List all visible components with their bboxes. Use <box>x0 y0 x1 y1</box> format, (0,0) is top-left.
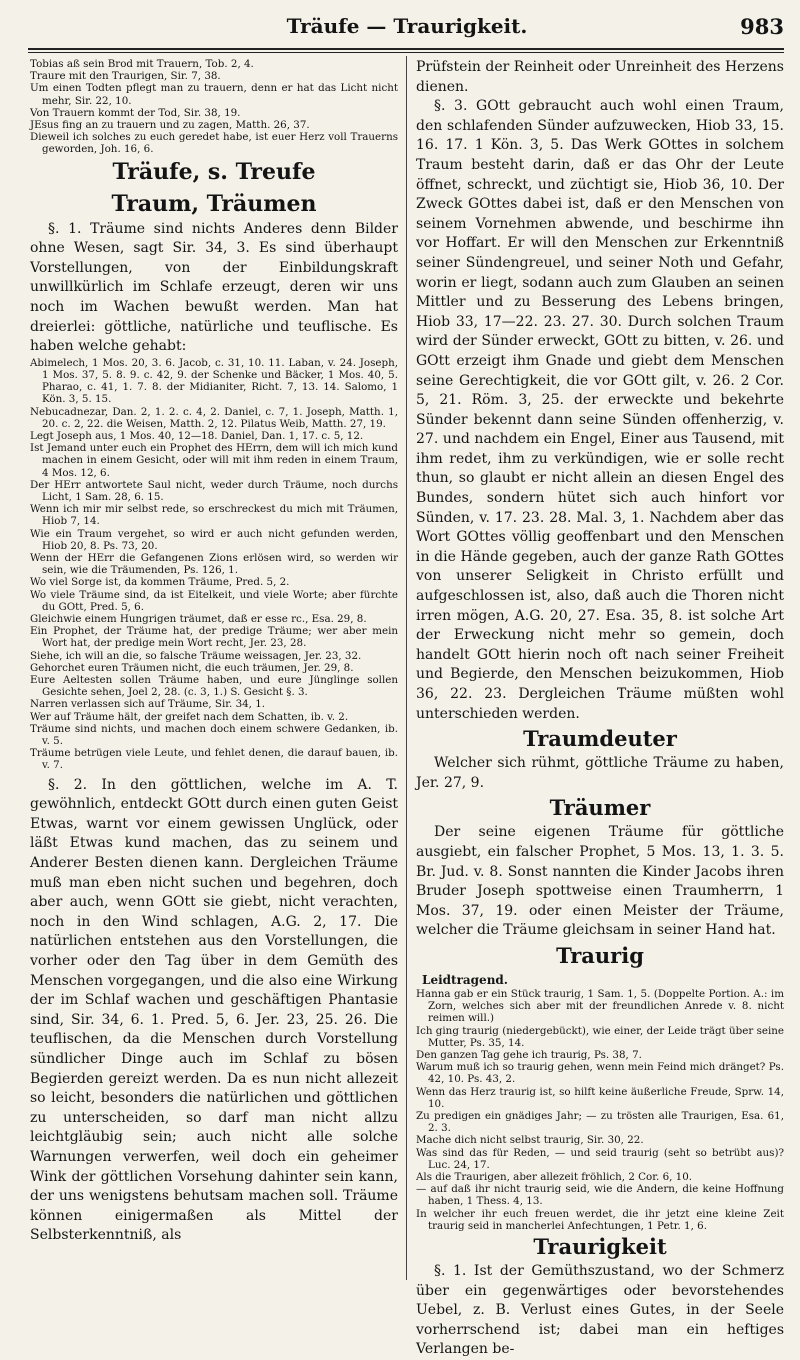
quote-line: Wo viele Träume sind, da ist Eitelkeit, und viele Worte; aber fürchte du GOtt, Pred. 5, 6. <box>30 588 398 613</box>
paragraph-3: §. 3. GOtt gebraucht auch wohl einen Traum, den schlafenden Sünder aufzuwecken, Hiob 33, 15. 16. 17. 1 Kön. 3, 5. Das Werk GOttes in solchem Traum besteht darin, daß er das Ohr der Leute öffnet, schreckt, und züchtigt sie, Hiob 36, 10. Der Zweck GOttes dabei ist, daß er den Menschen von seinem Vornehmen abwende, und beschirme ihn vor Hoffart. Er will den Menschen zur Erkenntniß seiner Sündengreuel, und seiner Noth und Gefahr, worin er liegt, sodann auch zum Glauben an seinen Mittler und zu Besserung des Lebens bringen, Hiob 33, 17—22. 23. 27. 30. Durch solchen Traum wird der Sünder erweckt, GOtt zu bitten, v. 26. und GOtt erzeigt ihm Gnade und giebt dem Menschen seine Gerechtigkeit, die vor GOtt gilt, v. 26. 2 Cor. 5, 21. Röm. 3, 25. der erweckte und bekehrte Sünder bekennt dann seine Sünden offenherzig, v. 27. und nachdem ein Engel, Einer aus Tausend, mit ihm redet, ihm zu verkündigen, wie er solle recht thun, so glaubt er nicht allein an diesen Engel des Bundes, sondern hütet sich auch hinfort vor Sünden, v. 17. 23. 28. Mal. 3, 1. Nachdem aber das Wort GOttes völlig geoffenbart und den Menschen in die Hände gegeben, auch der ganze Rath GOttes von unserer Seligkeit in Christo erfüllt und aufgeschlossen ist, also, daß auch die Thoren nicht irren mögen, A.G. 20, 27. Esa. 35, 8. ist solche Art der Erweckung nicht mehr so gemein, doch handelt GOtt hierin noch oft nach seiner Freiheit und Begierde, den Menschen beizukommen, Hiob 36, 22. 23. Dergleichen Träume müßten wohl unterschieden werden. <box>416 98 784 722</box>
header-rule-thin <box>28 52 784 53</box>
heading-traum: Traum, Träumen <box>111 190 317 217</box>
quote-line: Legt Joseph aus, 1 Mos. 40, 12—18. Daniel, Dan. 1, 17. c. 5, 12. <box>30 430 364 442</box>
quote-line: Siehe, ich will an die, so falsche Träume weissagen, Jer. 23, 32. <box>30 649 362 662</box>
quote-line: Eure Aeltesten sollen Träume haben, und eure Jünglinge sollen Gesichte sehen, Joel 2, 28. (c. 3, 1.) S. Gesicht §. 3. <box>30 674 398 699</box>
quote-block-mid <box>30 357 398 772</box>
traurigkeit-text: §. 1. Ist der Gemüthszustand, wo der Schmerz über ein gegenwärtiges oder bevorstehendes Uebel, z. B. Verlust eines Gutes, in der Seele vorherrschend ist; dabei man ein heftiges Verlangen be- <box>416 1263 784 1358</box>
quote-line: Als die Traurigen, aber allezeit fröhlich, 2 Cor. 6, 10. <box>416 1170 693 1183</box>
paragraph-1: §. 1. Träume sind nichts Anderes denn Bilder ohne Wesen, sagt Sir. 34, 3. Es sind überhaupt Vorstellungen, von der Einbildungskraft unwillkürlich im Schlafe erzeugt, deren wir uns noch im Wachen bewußt werden. Man hat dreierlei: göttliche, natürliche und teuflische. Es haben welche gehabt: <box>30 220 398 355</box>
header-rule <box>28 48 784 50</box>
heading-traurigkeit: Traurigkeit <box>533 1234 667 1259</box>
quote-line: — auf daß ihr nicht traurig seid, wie die Andern, die keine Hoffnung haben, 1 Thess. 4, 13. <box>416 1183 784 1208</box>
quote-line: Wo viel Sorge ist, da kommen Träume, Pred. 5, 2. <box>30 576 290 589</box>
quote-line: Der HErr antwortete Saul nicht, weder durch Träume, noch durchs Licht, 1 Sam. 28, 6. 15. <box>30 478 398 504</box>
paragraph-continued: Prüfstein der Reinheit oder Unreinheit des Herzens dienen. <box>416 59 784 95</box>
quote-line: Tobias aß sein Brod mit Trauern, Tob. 2, 4. <box>30 58 254 70</box>
quote-line: Was sind das für Reden, — und seid traurig (seht so betrübt aus)? Luc. 24, 17. <box>416 1146 784 1171</box>
quote-block-traurig <box>416 988 784 1232</box>
quote-line: Wenn der HErr die Gefangenen Zions erlösen wird, so werden wir sein, wie die Träumenden, Ps. 126, 1. <box>30 552 398 577</box>
quote-line: In welcher ihr euch freuen werdet, die ihr jetzt eine kleine Zeit traurig seid in mancherlei Anfechtungen, 1 Petr. 1, 6. <box>416 1207 784 1232</box>
quote-line: JEsus fing an zu trauern und zu zagen, Matth. 26, 37. <box>30 119 310 132</box>
quote-line: Traure mit den Traurigen, Sir. 7, 38. <box>30 70 221 83</box>
heading-traeufe: Träufe, s. Treufe <box>112 158 316 185</box>
running-title: Träufe — Traurigkeit. <box>286 14 528 38</box>
heading-traurig: Traurig <box>556 942 644 968</box>
quote-line: Narren verlassen sich auf Träume, Sir. 34, 1. <box>30 698 266 711</box>
quote-line: Wer auf Träume hält, der greifet nach dem Schatten, ib. v. 2. <box>30 710 349 723</box>
quote-line: Nebucadnezar, Dan. 2, 1. 2. c. 4, 2. Daniel, c. 7, 1. Joseph, Matth. 1, 20. c. 2, 22. die Weisen, Matth. 2, 12. Pilatus Weib, Matth. 27, 19. <box>30 405 398 430</box>
quote-line: Gehorchet euren Träumen nicht, die euch träumen, Jer. 29, 8. <box>30 661 354 674</box>
quote-line: Ich ging traurig (niedergebückt), wie einer, der Leide trägt über seine Mutter, Ps. 35, 14. <box>416 1024 784 1049</box>
right-column <box>416 58 784 1360</box>
traeumer-text: Der seine eigenen Träume für göttliche ausgiebt, ein falscher Prophet, 5 Mos. 13, 1. 3. 5. Br. Jud. v. 8. Sonst nannten die Kinder Jacobs ihren Bruder Joseph spottweise einen Traumherrn, 1 Mos. 37, 19. oder einen Meister der Träume, welcher die Träume gleichsam in seiner Hand hat. <box>416 824 784 939</box>
page-header <box>30 8 784 44</box>
heading-traeumer: Träumer <box>549 795 651 821</box>
paragraph-2: §. 2. In den göttlichen, welche im A. T. gewöhnlich, entdeckt GOtt durch einen guten Geist Etwas, warnt vor einem gewissen Unglück, oder läßt Etwas kund machen, das zu seinem und Anderer Besten dienen kann. Dergleichen Träume muß man eben nicht suchen und begehren, doch aber auch, wenn GOtt sie giebt, nicht verachten, noch in den Wind schlagen, A.G. 2, 17. Die natürlichen entstehen aus den Vorstellungen, die vorher oder den Tag über in dem Gemüth des Menschen vorgegangen, und die also eine Wirkung der im Schlaf wachen und geschäftigen Phantasie sind, Sir. 34, 6. 1. Pred. 5, 6. Jer. 23, 25. 26. Die teuflischen, da die Menschen durch Vorstellung sündlicher Dinge auch im Schlaf zu bösen Begierden gereizt werden. Da es nun nicht allezeit so leicht, besonders die natürlichen und göttlichen zu unterscheiden, so darf man nicht allzu leichtgläubig sein; auch nicht alle solche Warnungen verwerfen, weil doch ein geheimer Wink der göttlichen Vorsehung dahinter sein kann, der uns wenigstens behutsam machen soll. Träume können einigermaßen als Mittel der Selbsterkenntniß, als <box>30 776 398 1244</box>
quote-line: Warum muß ich so traurig gehen, wenn mein Feind mich dränget? Ps. 42, 10. Ps. 43, 2. <box>416 1061 784 1086</box>
column-separator <box>406 56 407 1280</box>
quote-line: Von Trauern kommt der Tod, Sir. 38, 19. <box>30 106 241 119</box>
quote-line: Hanna gab er ein Stück traurig, 1 Sam. 1, 5. (Doppelte Portion. A.: im Zorn, welches sich aber mit der freundlichen Anrede v. 8. nicht reimen will.) <box>416 987 784 1025</box>
quote-line: Dieweil ich solches zu euch geredet habe, ist euer Herz voll Trauerns geworden, Joh. 16, 6. <box>30 131 398 156</box>
page-number: 983 <box>740 14 784 39</box>
quote-line: Ein Prophet, der Träume hat, der predige Träume; wer aber mein Wort hat, der predige mein Wort recht, Jer. 23, 28. <box>30 625 398 650</box>
quote-line: Träume betrügen viele Leute, und fehlet denen, die darauf bauen, ib. v. 7. <box>30 747 398 772</box>
left-column <box>30 58 398 1246</box>
quote-line: Den ganzen Tag gehe ich traurig, Ps. 38, 7. <box>416 1048 642 1061</box>
quote-line: Um einen Todten pflegt man zu trauern, denn er hat das Licht nicht mehr, Sir. 22, 10. <box>30 82 398 107</box>
quote-line: Wie ein Traum vergehet, so wird er auch nicht gefunden werden, Hiob 20, 8. Ps. 73, 20. <box>30 527 398 552</box>
subheading-leidtragend: Leidtragend. <box>422 972 508 987</box>
quote-line: Abimelech, 1 Mos. 20, 3. 6. Jacob, c. 31, 10. 11. Laban, v. 24. Joseph, 1 Mos. 37, 5. 8. 9. c. 42, 9. der Schenke und Bäcker, 1 Mos. 40, 5. Pharao, c. 41, 1. 7. 8. der Midianiter, Richt. 7, 13. 14. Salomo, 1 Kön. 3, 5. 15. <box>30 356 398 406</box>
quote-line: Träume sind nichts, und machen doch einem schwere Gedanken, ib. v. 5. <box>30 722 398 748</box>
quote-line: Ist Jemand unter euch ein Prophet des HErrn, dem will ich mich kund machen in einem Gesicht, oder will mit ihm reden in einem Traum, 4 Mos. 12, 6. <box>30 442 398 479</box>
heading-traumdeuter: Traumdeuter <box>523 726 677 752</box>
quote-line: Gleichwie einem Hungrigen träumet, daß er esse rc., Esa. 29, 8. <box>30 613 367 626</box>
traumdeuter-text: Welcher sich rühmt, göttliche Träume zu haben, Jer. 27, 9. <box>416 755 784 791</box>
quote-line: Wenn das Herz traurig ist, so hilft keine äußerliche Freude, Sprw. 14, 10. <box>416 1085 784 1110</box>
quote-block-top <box>30 58 398 156</box>
quote-line: Wenn ich mir mir selbst rede, so erschreckest du mich mit Träumen, Hiob 7, 14. <box>30 503 398 528</box>
quote-line: Mache dich nicht selbst traurig, Sir. 30, 22. <box>416 1134 644 1147</box>
quote-line: Zu predigen ein gnädiges Jahr; — zu trösten alle Traurigen, Esa. 61, 2. 3. <box>416 1109 784 1135</box>
